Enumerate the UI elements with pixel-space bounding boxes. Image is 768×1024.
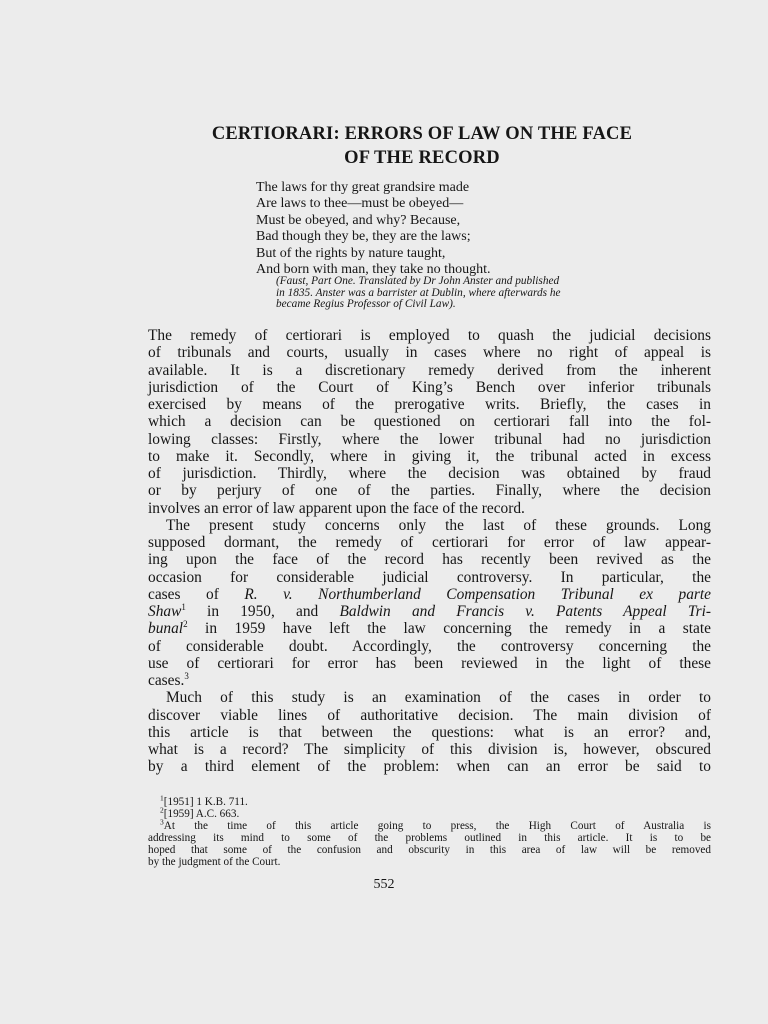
body-line: supposed dormant, the remedy of certiorari for error of law appear- (148, 534, 711, 551)
footnotes (148, 793, 711, 868)
body-line (148, 620, 711, 637)
body-line: discover viable lines of authoritative decision. The main division of (148, 706, 711, 724)
text-run: in 1950, and (185, 603, 340, 620)
body-line (148, 672, 711, 689)
body-line: occasion for considerable judicial controversy. In particular, the (148, 568, 711, 586)
case-name: bunal (148, 620, 184, 638)
footnote-mark: 1 (160, 793, 164, 803)
body-line: involves an error of law apparent upon the face of the record. (148, 499, 525, 517)
footnote-ref: 2 (183, 619, 188, 630)
footnote-ref: 3 (184, 670, 189, 681)
verse-line: Bad though they be, they are the laws; (256, 229, 471, 245)
title-line-2: OF THE RECORD (344, 148, 500, 168)
verse-line: Must be obeyed, and why? Because, (256, 212, 461, 228)
body-line: lowing classes: Firstly, where the lower tribunal had no jurisdiction (148, 430, 711, 448)
body-line: what is a record? The simplicity of this division is, however, obscured (148, 741, 711, 758)
page-number: 552 (373, 877, 395, 892)
body-line: available. It is a discretionary remedy derived from the inherent (148, 361, 711, 379)
verse-line: The laws for thy great grandsire made (256, 180, 470, 195)
body-line: of jurisdiction. Thirdly, where the decision was obtained by fraud (148, 465, 711, 482)
body-line: or by perjury of one of the parties. Finally, where the decision (148, 482, 711, 500)
body-line: of tribunals and courts, usually in cases where no right of appeal is (148, 344, 711, 362)
attribution-line: in 1835. Anster was a barrister at Dublin, where afterwards he (276, 286, 561, 299)
footnote-text: [1959] A.C. 663. (163, 807, 240, 820)
body-line: which a decision can be questioned on certiorari fall into the fol- (148, 413, 711, 431)
body-line: of considerable doubt. Accordingly, the controversy concerning the (148, 637, 711, 655)
case-name: R. v. Northumberland Compensation Tribunal ex parte (244, 585, 711, 603)
body-line (148, 603, 711, 620)
text-run: cases. (148, 672, 185, 689)
footnote-3-line: hoped that some of the confusion and obscurity in this area of law will be removed (148, 843, 711, 856)
attribution-line: (Faust, Part One. Translated by Dr John Anster and published (276, 275, 560, 287)
body-line: to make it. Secondly, where in giving it, the tribunal acted in excess (148, 447, 711, 465)
case-name: Baldwin and Francis v. Patents Appeal Tri- (339, 603, 711, 620)
body-line (148, 586, 711, 603)
body-line: exercised by means of the prerogative writs. Briefly, the cases in (148, 396, 711, 413)
body-line: by a third element of the problem: when can an error be said to (148, 758, 711, 776)
article-body (148, 327, 711, 776)
body-line: ing upon the face of the record has recently been revived as the (148, 551, 711, 569)
footnote-text: At the time of this article going to press, the High Court of Australia is (163, 819, 711, 832)
footnote-ref: 1 (181, 601, 186, 612)
attribution-line: became Regius Professor of Civil Law). (276, 298, 456, 311)
body-line: Much of this study is an examination of the cases in order to (166, 689, 711, 707)
footnote-3-line: by the judgment of the Court. (148, 855, 281, 868)
text-run: in 1959 have left the law concerning the remedy in a state (187, 620, 711, 638)
body-line: use of certiorari for error has been reviewed in the light of these (148, 654, 711, 672)
text-run: cases of (148, 585, 245, 603)
epigraph-attribution (276, 276, 710, 311)
epigraph-verse (256, 180, 490, 278)
footnote-mark: 2 (160, 805, 164, 815)
verse-line: And born with man, they take no thought. (256, 262, 491, 278)
body-line: The remedy of certiorari is employed to quash the judicial decisions (148, 327, 711, 344)
case-name: Shaw (148, 603, 182, 620)
verse-line: But of the rights by nature taught, (256, 245, 446, 261)
title-line-1: CERTIORARI: ERRORS OF LAW ON THE FACE (211, 124, 633, 144)
footnote-text: [1951] 1 K.B. 711. (163, 796, 248, 808)
footnote-mark: 3 (160, 817, 164, 827)
verse-line: Are laws to thee—must be obeyed— (256, 196, 464, 212)
body-line: jurisdiction of the Court of King’s Bench over inferior tribunals (148, 378, 711, 396)
body-line: this article is that between the questions: what is an error? and, (148, 723, 711, 741)
article-title (150, 122, 694, 170)
footnote-3-line: addressing its mind to some of the problems outlined in this article. It is to be (148, 831, 711, 844)
footnote-3 (148, 817, 711, 833)
body-line: The present study concerns only the last of these grounds. Long (166, 516, 711, 534)
